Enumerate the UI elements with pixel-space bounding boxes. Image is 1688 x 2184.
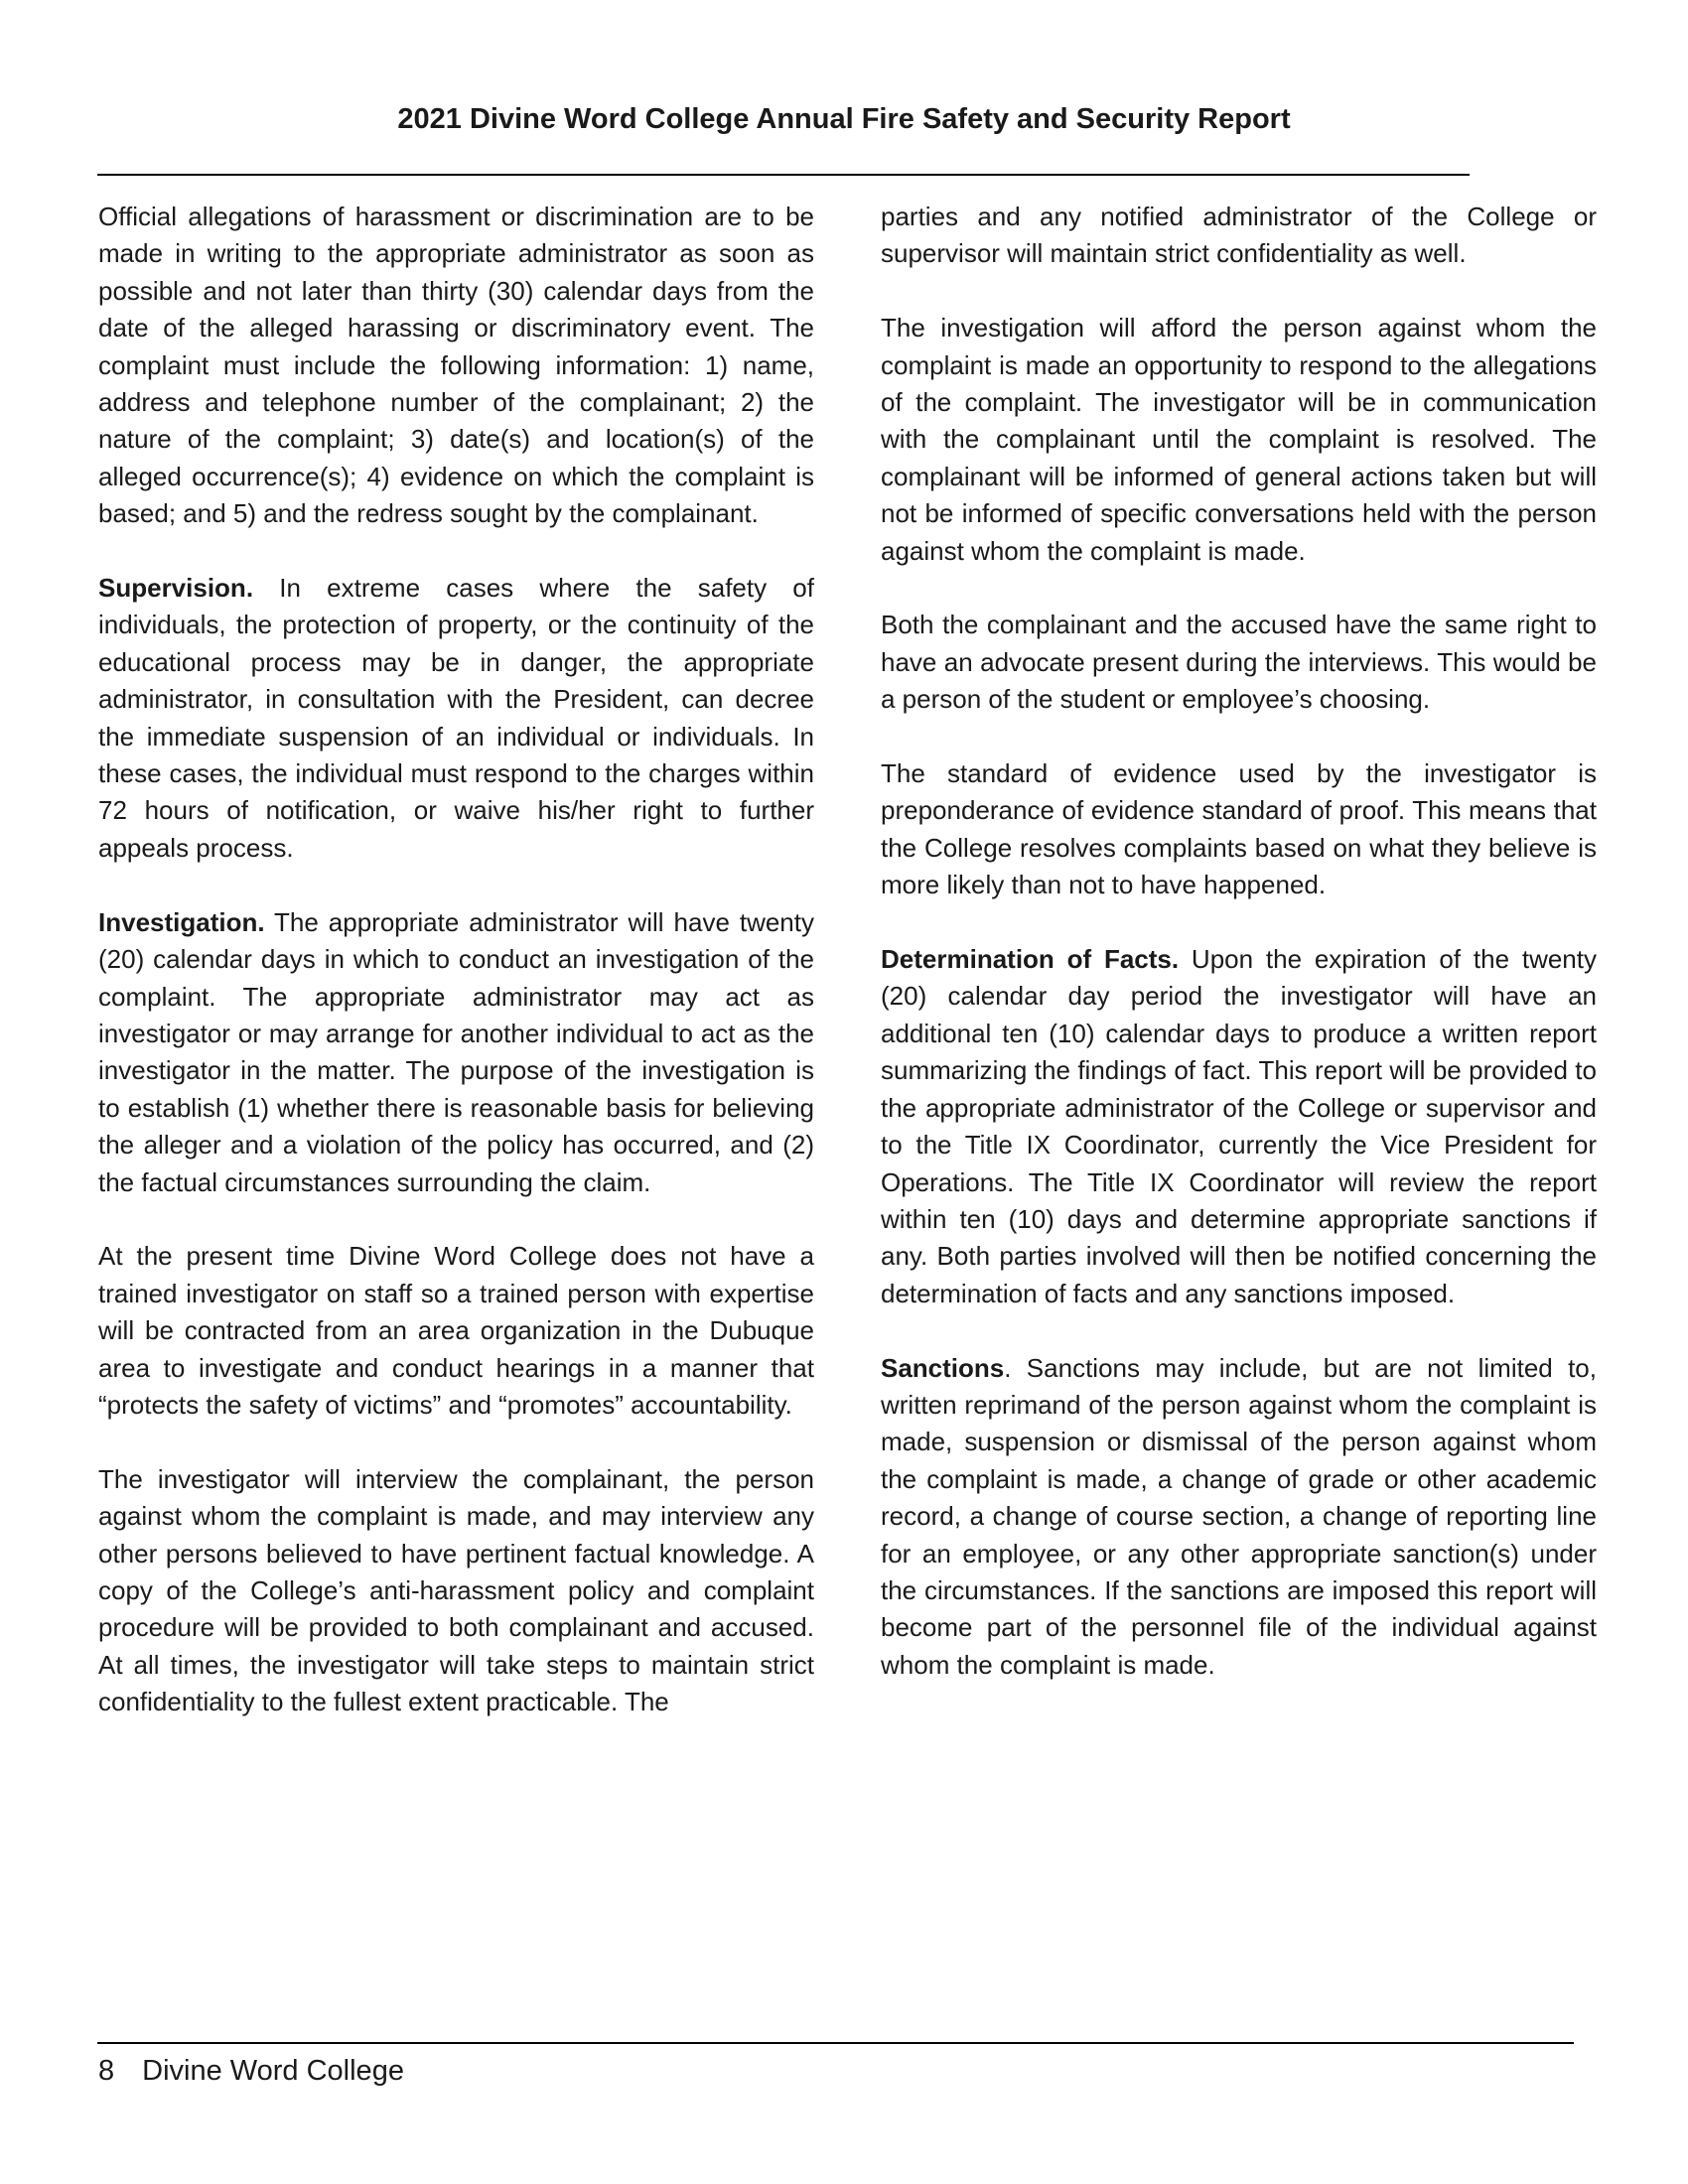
- paragraph-text: . Sanctions may include, but are not limited to, written reprimand of the person against whom the complaint is made, suspension or dismissal of the person against whom the complaint is made, a change of grade or other academic record, a change of course section, a change of reporting line for an employee, or any other appropriate sanction(s) under the circumstances. If the sanctions are imposed this report will become part of the personnel file of the individual against whom the complaint is made.: [881, 1352, 1597, 1680]
- paragraph-text: At the present time Divine Word College does not have a trained investigator on staff so a trained person with expertise will be contracted from an area organization in the Dubuque area to investigate and conduct hearings in a manner that “protects the safety of victims” and “promotes” accountability.: [98, 1241, 814, 1420]
- paragraph-interviews: [98, 1461, 814, 1721]
- paragraph-text: Both the complainant and the accused have the same right to have an advocate present during the interviews. This would be a person of the student or employee’s choosing.: [881, 610, 1597, 715]
- page-number: 8: [98, 2055, 115, 2087]
- paragraph-text: The appropriate administrator will have twenty (20) calendar days in which to conduct an investigation of the complaint. The appropriate administrator may act as investigator or may arrange for another individual to act as the investigator in the matter. The purpose of the investigation is to establish (1) whether there is reasonable basis for believing the alleger and a violation of the policy has occurred, and (2) the factual circumstances surrounding the claim.: [98, 906, 814, 1197]
- paragraph-determination-of-facts: [881, 941, 1597, 1312]
- paragraph-text: The investigator will interview the complainant, the person against whom the complaint is made, and may interview any other persons believed to have pertinent factual knowledge. A copy of the College’s anti-harassment policy and complaint procedure will be provided to both complainant and accused. At all times, the investigator will take steps to maintain strict confidentiality to the fullest extent practicable. The: [98, 1463, 814, 1717]
- paragraph-sanctions: [881, 1350, 1597, 1685]
- paragraph-text: The standard of evidence used by the investigator is preponderance of evidence standard of proof. This means that the College resolves complaints based on what they believe is more likely than not to have happened.: [881, 758, 1597, 900]
- page-footer: [98, 2055, 404, 2088]
- footer-label: Divine Word College: [142, 2055, 404, 2087]
- paragraph-allegations: [98, 199, 814, 533]
- paragraph-supervision: [98, 570, 814, 867]
- paragraph-standard-of-evidence: [881, 755, 1597, 904]
- paragraph-text: In extreme cases where the safety of individuals, the protection of property, or the continuity of the educational process may be in danger, the appropriate administrator, in consultation with the President, can decree the immediate suspension of an individual or individuals. In these cases, the individual must respond to the charges within 72 hours of notification, or waive his/her right to further appeals process.: [98, 573, 814, 863]
- paragraph-text: The investigation will afford the person against whom the complaint is made an opportunity to respond to the allegations of the complaint. The investigator will be in communication with the complainant until the complaint is resolved. The complainant will be informed of general actions taken but will not be informed of specific conversations held with the person against whom the complaint is made.: [881, 313, 1597, 566]
- paragraph-text: Official allegations of harassment or discrimination are to be made in writing to the appropriate administrator as soon as possible and not later than thirty (30) calendar days from the date of the alleged harassing or discriminatory event. The complaint must include the following information: 1) name, address and telephone number of the complainant; 2) the nature of the complaint; 3) date(s) and location(s) of the alleged occurrence(s); 4) evidence on which the complaint is based; and 5) and the redress sought by the complainant.: [98, 202, 814, 529]
- paragraph-heading: Determination of Facts.: [881, 944, 1180, 975]
- paragraph-trained-investigator: [98, 1238, 814, 1424]
- paragraph-response-opportunity: [881, 310, 1597, 570]
- paragraph-heading: Investigation.: [98, 906, 265, 937]
- header-divider: [97, 174, 1470, 176]
- right-column: [881, 199, 1597, 1684]
- paragraph-confidentiality: [881, 199, 1597, 273]
- paragraph-text: Upon the expiration of the twenty (20) calendar day period the investigator will have an additional ten (10) calendar days to produce a written report summarizing the findings of fact. This report will be provided to the appropriate administrator of the College or supervisor and to the Title IX Coordinator, currently the Vice President for Operations. The Title IX Coordinator will review the report within ten (10) days and determine appropriate sanctions if any. Both parties involved will then be notified concerning the determination of facts and any sanctions imposed.: [881, 944, 1597, 1308]
- paragraph-advocate: [881, 607, 1597, 718]
- left-column: [98, 199, 814, 1721]
- paragraph-text: parties and any notified administrator of the College or supervisor will maintain strict confidentiality as well.: [881, 202, 1597, 269]
- paragraph-investigation: [98, 904, 814, 1201]
- paragraph-heading: Supervision.: [98, 573, 254, 604]
- footer-divider: [97, 2042, 1574, 2044]
- page-header-title: 2021 Divine Word College Annual Fire Safety and Security Report: [397, 103, 1291, 135]
- paragraph-heading: Sanctions: [881, 1352, 1005, 1383]
